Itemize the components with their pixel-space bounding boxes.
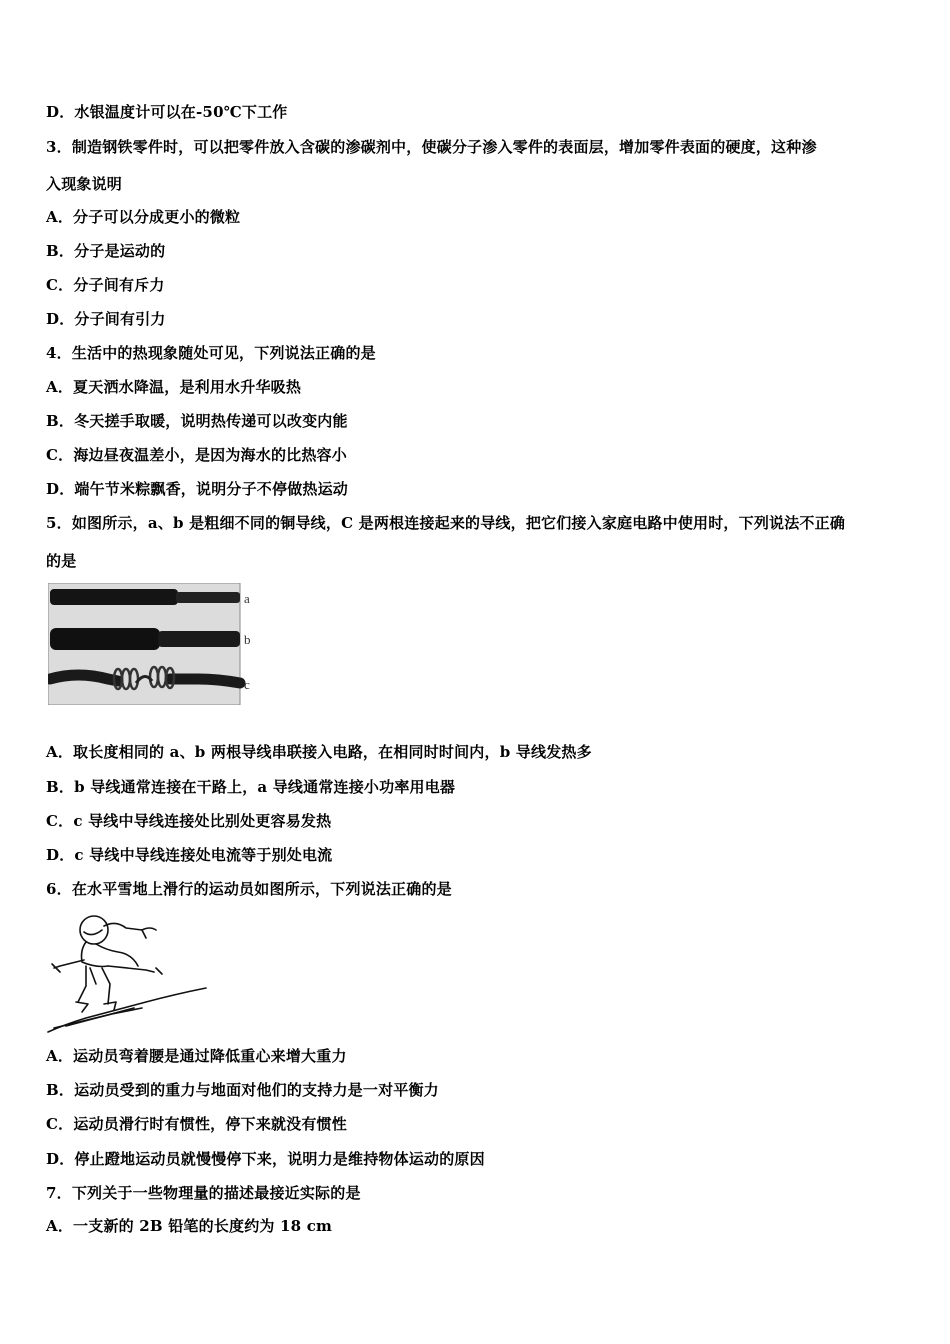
line-q5-stem: 5．如图所示，a、b 是粗细不同的铜导线，C 是两根连接起来的导线，把它们接入家庭电路中使用时，下列说法不正确 [46,514,846,532]
wire-b [50,628,240,650]
line-q4-option-b: B．冬天搓手取暖，说明热传递可以改变内能 [46,412,348,430]
line-q7-option-a: A．一支新的 2B 铅笔的长度约为 18 cm [46,1217,333,1235]
line-q2-option-d: D．水银温度计可以在-50℃下工作 [46,103,288,121]
line-q6-stem: 6．在水平雪地上滑行的运动员如图所示，下列说法正确的是 [46,880,452,898]
line-q4-option-c: C．海边昼夜温差小，是因为海水的比热容小 [46,446,347,464]
line-q6-option-c: C．运动员滑行时有惯性，停下来就没有惯性 [46,1115,347,1133]
line-q7-stem: 7．下列关于一些物理量的描述最接近实际的是 [46,1184,361,1202]
skier-figure [46,908,211,1034]
line-q3-stem-cont: 入现象说明 [46,175,123,193]
wire-label-c: c [244,677,250,692]
line-q3-stem: 3．制造钢铁零件时，可以把零件放入含碳的渗碳剂中，使碳分子渗入零件的表面层，增加零件表面的硬度，这种渗 [46,138,817,156]
wire-label-a: a [244,591,250,606]
wires-figure [48,583,263,705]
line-q6-option-a: A．运动员弯着腰是通过降低重心来增大重力 [46,1047,347,1065]
line-q3-option-b: B．分子是运动的 [46,242,166,260]
wire-label-b: b [244,632,251,647]
line-q4-option-d: D．端午节米粽飘香，说明分子不停做热运动 [46,480,349,498]
line-q3-option-c: C．分子间有斥力 [46,276,165,294]
line-q5-stem-cont: 的是 [46,552,77,570]
line-q5-option-a: A．取长度相同的 a、b 两根导线串联接入电路，在相同时时间内，b 导线发热多 [46,743,592,761]
line-q3-option-a: A．分子可以分成更小的微粒 [46,208,241,226]
line-q4-stem: 4．生活中的热现象随处可见，下列说法正确的是 [46,344,376,362]
line-q4-option-a: A．夏天洒水降温，是利用水升华吸热 [46,378,302,396]
line-q3-option-d: D．分子间有引力 [46,310,166,328]
line-q6-option-b: B．运动员受到的重力与地面对他们的支持力是一对平衡力 [46,1081,439,1099]
skier-helmet [80,916,108,944]
line-q5-option-b: B．b 导线通常连接在干路上，a 导线通常连接小功率用电器 [46,778,456,796]
line-q5-option-c: C．c 导线中导线连接处比别处更容易发热 [46,812,332,830]
line-q5-option-d: D．c 导线中导线连接处电流等于别处电流 [46,846,333,864]
line-q6-option-d: D．停止蹬地运动员就慢慢停下来，说明力是维持物体运动的原因 [46,1150,485,1168]
